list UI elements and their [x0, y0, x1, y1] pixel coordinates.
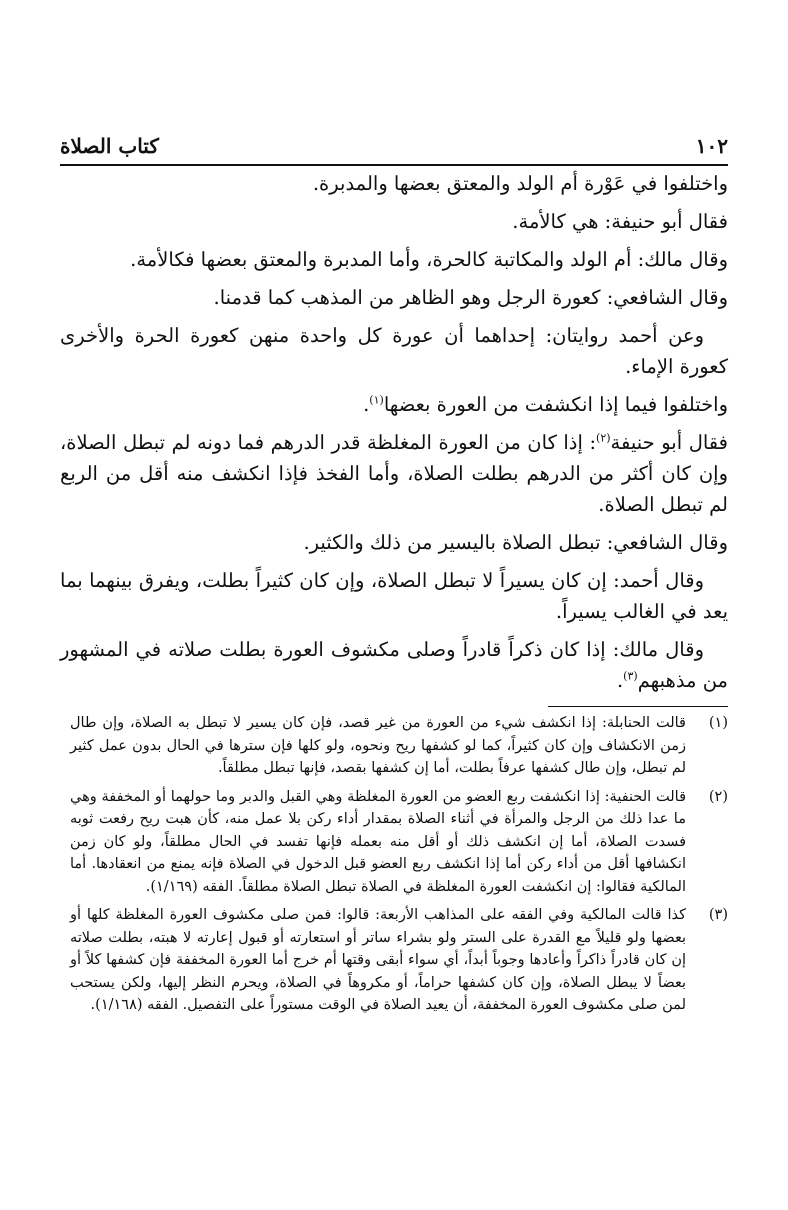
footnote — [70, 786, 728, 899]
footnote — [70, 712, 728, 780]
footnote-text: قالت الحنفية: إذا انكشفت ربع العضو من العورة المغلظة وهي القبل والدبر وما حولهما أو المخففة وهي ما عدا ذلك من الرجل والمرأة في أثناء الصلاة بمقدار أداء ركن بلا عمل منه، كأن هبت ريح رفعت ثوبه فسدت الصلاة، أما إن انكشف ذلك أو أقل منه بعمله فإنها تفسد في الحال مطلقاً، ولو كان زمن انكشافها أقل من أداء ركن أما إذا انكشف ربع العضو قبل الدخول في الصلاة فإنه يمنع من انعقادها. أما المالكية فقالوا: إن انكشفت العورة المغلظة في الصلاة تبطل الصلاة مطلقاً. الفقه (١/١٦٩). — [70, 788, 686, 895]
book-title: كتاب الصلاة — [60, 134, 159, 158]
footnote-ref[interactable]: (٢) — [596, 431, 611, 445]
paragraph: فقال أبو حنيفة: هي كالأمة. — [512, 210, 728, 233]
footnote-text: كذا قالت المالكية وفي الفقه على المذاهب الأربعة: قالوا: فمن صلى مكشوف العورة المغلظة كلها أو بعضها ولو قليلاً مع القدرة على الستر ولو بشراء ساتر أو استعارته أو قبول إعارته لا هبته، بطلت صلاته إن كان قادراً ذاكراً وأعادها وجوباً أبداً، أي سواء أبقى وقتها أم خرج أما العورة المخففة فإن كشفها كلاً أو بعضاً لا يبطل الصلاة، وإن كان كشفها حراماً، أو مكروهاً في الصلاة، ويحرم النظر إليها، ولكن يستحب لمن صلى مكشوف العورة المخففة، أن يعيد الصلاة في الوقت مستوراً على التفصيل. الفقه (١/١٦٨). — [70, 907, 686, 1013]
footnote-text: قالت الحنابلة: إذا انكشف شيء من العورة من غير قصد، فإن كان يسير لا تبطل به الصلاة، وإن طال زمن الانكشاف وإن كان كثيراً، كما لو كشفها ريح ونحوه، ولو كلها فإن سترها في الحال بدون عمل كثير لم تبطل، وإن طال كشفها عرفاً بطلت، أما إن كشفها بقصد، فإنها تبطل مطلقاً. — [70, 715, 686, 776]
footnote-ref[interactable]: (٣) — [623, 669, 638, 683]
footnote-number: (٢) — [708, 788, 728, 805]
main-text — [60, 168, 728, 703]
page-number: ١٠٢ — [695, 134, 728, 158]
paragraph: واختلفوا فيما إذا انكشفت من العورة بعضها$^{(١)}$. — [363, 393, 728, 416]
footnote-number: (٣) — [708, 907, 728, 923]
paragraph: وقال مالك: إذا كان ذكراً قادراً وصلى مكشوف العورة بطلت صلاته في المشهور من مذهبهم$^{(٣)}$. — [60, 638, 728, 692]
paragraph: وقال مالك: أم الولد والمكاتبة كالحرة، وأما المدبرة والمعتق بعضها فكالأمة. — [130, 248, 728, 271]
paragraph: وقال الشافعي: تبطل الصلاة باليسير من ذلك والكثير. — [303, 531, 728, 554]
footnote — [70, 904, 728, 1017]
footnote-divider — [548, 706, 728, 707]
page-header — [60, 128, 728, 166]
footnotes — [70, 712, 728, 1023]
footnote-number: (١) — [708, 715, 728, 731]
paragraph: وعن أحمد روايتان: إحداهما أن عورة كل واحدة منهن كعورة الحرة والأخرى كعورة الإماء. — [60, 324, 728, 378]
footnote-ref[interactable]: (١) — [369, 393, 384, 407]
paragraph: فقال أبو حنيفة$^{(٢)}$: إذا كان من العورة المغلظة قدر الدرهم فما دونه لم تبطل الصلاة، وإن كان أكثر من الدرهم بطلت الصلاة، وأما الفخذ فإذا انكشف منه أقل من الربع لم تبطل الصلاة. — [60, 431, 728, 516]
paragraph: واختلفوا في عَوْرة أم الولد والمعتق بعضها والمدبرة. — [312, 172, 728, 195]
paragraph: وقال الشافعي: كعورة الرجل وهو الظاهر من المذهب كما قدمنا. — [213, 286, 728, 309]
paragraph: وقال أحمد: إن كان يسيراً لا تبطل الصلاة، وإن كان كثيراً بطلت، ويفرق بينهما بما يعد في الغالب يسيراً. — [60, 569, 728, 623]
